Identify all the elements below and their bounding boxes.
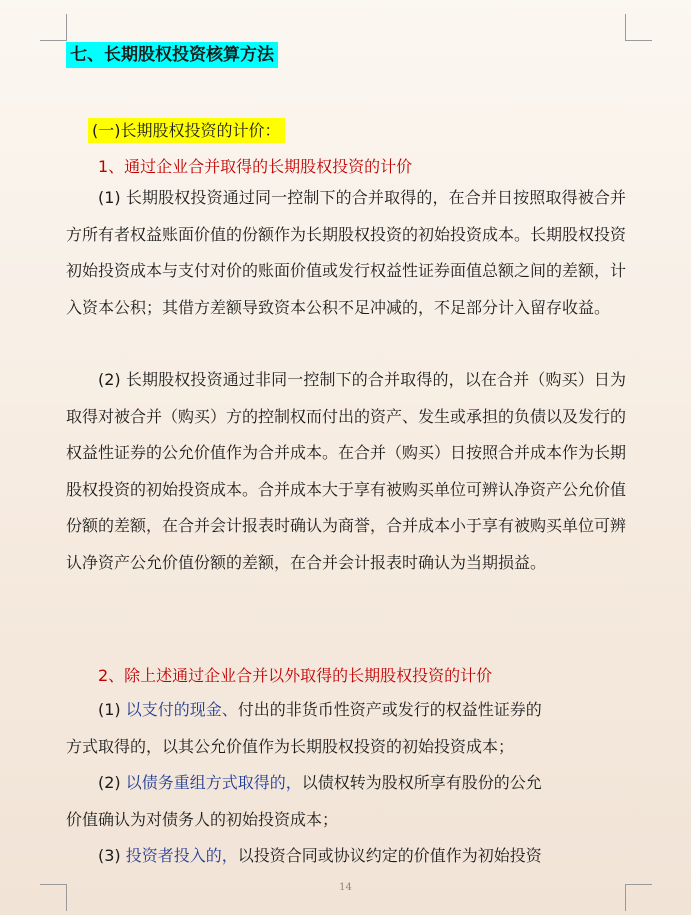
crop-mark-top-left: [40, 14, 67, 41]
page-number: 14: [339, 882, 352, 893]
heading-2: 2、除上述通过企业合并以外取得的长期股权投资的计价: [98, 666, 493, 685]
section-title: 七、长期股权投资核算方法: [66, 42, 278, 68]
paragraph-2: (2) 长期股权投资通过非同一控制下的合并取得的，以在合并（购买）日为取得对被合并（购买）方的控制权而付出的资产、发生或承担的负债以及发行的权益性证券的公允价值作为合并成本。在合并（购买）日按照合并成本作为长期股权投资的初始投资成本。合并成本大于享有被购买单位可辨认净资产公允价值份额的差额，在合并会计报表时确认为商誉，合并成本小于享有被购买单位可辨认净资产公允价值份额的差额，在合并会计报表时确认为当期损益。: [66, 370, 627, 572]
list-item-2-line-1: (2) 以债务重组方式取得的，以债权转为股权所享有股份的公允: [98, 773, 542, 792]
list-item-3: [66, 838, 626, 875]
list-item-3-line-1: (3) 投资者投入的，以投资合同或协议约定的价值作为初始投资: [98, 846, 542, 865]
list-item-2: [66, 765, 626, 838]
list-item-2-line-2: 价值确认为对债务人的初始投资成本；: [66, 809, 339, 829]
sub-title: (一)长期股权投资的计价：: [88, 118, 285, 143]
heading-1: 1、通过企业合并取得的长期股权投资的计价: [98, 157, 413, 176]
paragraph-1: (1) 长期股权投资通过同一控制下的合并取得的，在合并日按照取得被合并方所有者权益账面价值的份额作为长期股权投资的初始投资成本。长期股权投资初始投资成本与支付对价的账面价值或发行权益性证券面值总额之间的差额，计入资本公积；其借方差额导致资本公积不足冲减的，不足部分计入留存收益。: [66, 188, 627, 317]
section-title-row: [66, 40, 626, 65]
sub-title-row: [88, 118, 648, 141]
crop-mark-top-right: [625, 14, 652, 41]
list-item-1-line-1: (1) 以支付的现金、付出的非货币性资产或发行的权益性证券的: [98, 700, 542, 719]
list-item-1: [66, 692, 626, 765]
list-item-1-line-2: 方式取得的，以其公允价值作为长期股权投资的初始投资成本；: [66, 736, 515, 756]
